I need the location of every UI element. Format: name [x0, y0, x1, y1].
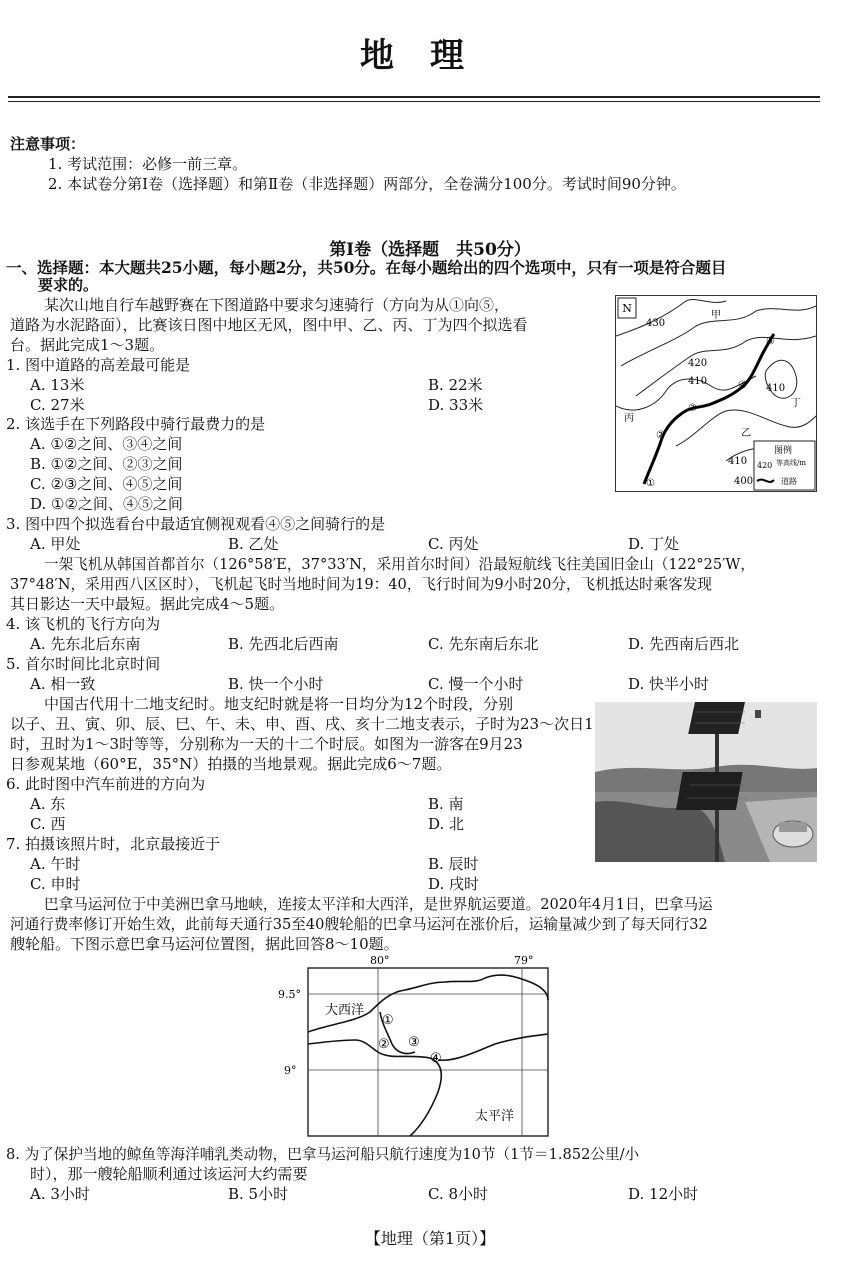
option: B. 辰时 — [428, 855, 479, 873]
contour-label: 430 — [646, 318, 666, 329]
option: D. 北 — [428, 815, 465, 833]
route-point: ② — [656, 430, 665, 441]
sea-label-pacific: 太平洋 — [475, 1109, 515, 1124]
option: A. ①②之间、③④之间 — [30, 435, 183, 453]
option: B. 乙处 — [228, 535, 279, 553]
lon-label: 80° — [370, 954, 390, 967]
option: B. 5小时 — [228, 1185, 289, 1203]
passage-line: 某次山地自行车越野赛在下图道路中要求匀速骑行（方向为从①向⑤， — [44, 296, 510, 314]
passage-line: 一架飞机从韩国首都首尔（126°58′E，37°33′N，采用首尔时间）沿最短航线飞往美国旧金山（122°25′W， — [44, 556, 756, 573]
route-point: ① — [646, 478, 655, 489]
question-stem: 3. 图中四个拟选看台中最适宜侧视观看④⑤之间骑行的是 — [6, 515, 386, 533]
option: D. 戌时 — [428, 875, 480, 893]
landscape-photo-svg — [595, 702, 817, 862]
sea-label-atlantic: 大西洋 — [325, 1003, 365, 1018]
option: A. 东 — [30, 795, 66, 813]
option: A. 先东北后东南 — [30, 635, 141, 653]
section-title: 第Ⅰ卷（选择题 共50分） — [329, 240, 531, 260]
contour-map-svg — [616, 296, 816, 491]
route-point: ④ — [738, 380, 747, 391]
passage-line: 日参观某地（60°E，35°N）拍摄的当地景观。据此完成6～7题。 — [10, 755, 452, 773]
canal-point: ① — [382, 1013, 394, 1028]
canal-point: ② — [378, 1037, 390, 1052]
contour-label: 410 — [688, 376, 708, 387]
option: A. 相一致 — [30, 675, 96, 693]
option: D. ①②之间、④⑤之间 — [30, 495, 183, 513]
option: A. 甲处 — [30, 535, 81, 553]
option: D. 丁处 — [628, 535, 680, 553]
contour-label: 410 — [728, 456, 748, 467]
passage-line: 时，丑时为1～3时等等，分别称为一天的十二个时辰。如图为一游客在9月23 — [10, 735, 523, 753]
map-label-yi: 乙 — [741, 428, 751, 439]
option: D. 12小时 — [628, 1185, 699, 1203]
option: C. 先东南后东北 — [428, 635, 539, 653]
question-stem: 5. 首尔时间比北京时间 — [6, 655, 161, 673]
landscape-photo — [595, 702, 817, 862]
option: B. 南 — [428, 795, 464, 813]
passage-line: 河通行费率修订开始生效，此前每天通行35至40艘轮船的巴拿马运河在涨价后，运输量减少到了每天同行32 — [10, 916, 708, 933]
passage-line: 台。据此完成1～3题。 — [10, 336, 165, 354]
option: C. 申时 — [30, 875, 81, 893]
question-stem: 7. 拍摄该照片时，北京最接近于 — [6, 835, 221, 853]
map-label-bing: 丙 — [624, 413, 634, 424]
passage-line: 中国古代用十二地支纪时。地支纪时就是将一日均分为12个时段，分别 — [44, 695, 514, 713]
option: C. 慢一个小时 — [428, 675, 524, 693]
passage-line: 其日影达一天中最短。据此完成4～5题。 — [10, 595, 285, 613]
part-heading: 一、选择题：本大题共25小题，每小题2分，共50分。在每小题给出的四个选项中，只有一项是符合题目 — [6, 258, 727, 277]
option: A. 13米 — [30, 376, 85, 394]
passage-line: 37°48′N，采用西八区区时），飞机起飞时当地时间为19：40，飞行时间为9小时20分，飞机抵达时乘客发现 — [10, 576, 712, 593]
option: C. 27米 — [30, 396, 85, 414]
legend-title: 图例 — [774, 446, 793, 456]
contour-label: 400 — [734, 476, 754, 487]
question-stem: 6. 此时图中汽车前进的方向为 — [6, 775, 206, 793]
part-heading-cont: 要求的。 — [38, 276, 99, 294]
route-point: ⑤ — [766, 336, 775, 347]
question-stem: 4. 该飞机的飞行方向为 — [6, 615, 161, 633]
option: C. 8小时 — [428, 1185, 489, 1203]
page-footer: 【地理（第1页）】 — [364, 1229, 496, 1248]
map-legend — [754, 441, 815, 490]
panama-map-svg — [270, 952, 560, 1142]
option: A. 午时 — [30, 855, 81, 873]
option: C. ②③之间、④⑤之间 — [30, 475, 183, 493]
option: A. 3小时 — [30, 1185, 90, 1203]
option: D. 快半小时 — [628, 675, 710, 693]
lat-label: 9.5° — [278, 988, 301, 1001]
lon-label: 79° — [514, 954, 534, 967]
option: B. 快一个小时 — [228, 675, 324, 693]
legend-contour: 420 — [757, 461, 773, 470]
option: D. 33米 — [428, 396, 484, 414]
notice-heading: 注意事项： — [10, 135, 86, 153]
contour-label: 420 — [688, 358, 708, 369]
option: B. 22米 — [428, 376, 483, 394]
lat-label: 9° — [284, 1064, 297, 1077]
map-label-ding: 丁 — [791, 398, 801, 409]
passage-line: 道路为水泥路面），比赛该日图中地区无风，图中甲、乙、丙、丁为四个拟选看 — [10, 316, 528, 334]
map-label-jia: 甲 — [711, 310, 721, 321]
question-stem: 2. 该选手在下列路段中骑行最费力的是 — [6, 415, 266, 433]
passage-line: 以子、丑、寅、卯、辰、巳、午、未、申、酉、戌、亥十二地支表示，子时为23～次日1 — [10, 715, 594, 733]
notice-item: 1. 考试范围：必修一前三章。 — [48, 155, 248, 173]
legend-road-label: 道路 — [781, 477, 797, 486]
contour-map — [615, 295, 817, 492]
route-point: ③ — [688, 403, 697, 414]
passage-line: 艘轮船。下图示意巴拿马运河位置图，据此回答8～10题。 — [10, 935, 399, 953]
canal-point: ③ — [408, 1035, 420, 1050]
passage-line: 巴拿马运河位于中美洲巴拿马地峡，连接太平洋和大西洋，是世界航运要道。2020年4月1日，巴拿马运 — [44, 896, 713, 913]
page-title: 地理 — [360, 36, 500, 76]
notice-item: 2. 本试卷分第Ⅰ卷（选择题）和第Ⅱ卷（非选择题）两部分，全卷满分100分。考试时间90分钟。 — [48, 175, 686, 193]
header-rule — [8, 96, 820, 98]
question-stem-cont: 时），那一艘轮船顺利通过该运河大约需要 — [30, 1165, 308, 1183]
canal-point: ④ — [430, 1051, 442, 1066]
contour-label: 410 — [766, 383, 786, 394]
option: D. 先西南后西北 — [628, 635, 740, 653]
question-stem: 8. 为了保护当地的鲸鱼等海洋哺乳类动物，巴拿马运河船只航行速度为10节（1节＝1.852公里/小 — [6, 1146, 640, 1163]
north-arrow-label: N — [622, 302, 632, 315]
option: B. ①②之间、②③之间 — [30, 455, 183, 473]
option: C. 西 — [30, 815, 66, 833]
header-rule-thin — [8, 101, 820, 102]
question-stem: 1. 图中道路的高差最可能是 — [6, 356, 191, 374]
panama-map — [270, 952, 560, 1142]
legend-contour-label: 等高线/m — [776, 459, 806, 467]
option: B. 先西北后西南 — [228, 635, 339, 653]
option: C. 丙处 — [428, 535, 479, 553]
